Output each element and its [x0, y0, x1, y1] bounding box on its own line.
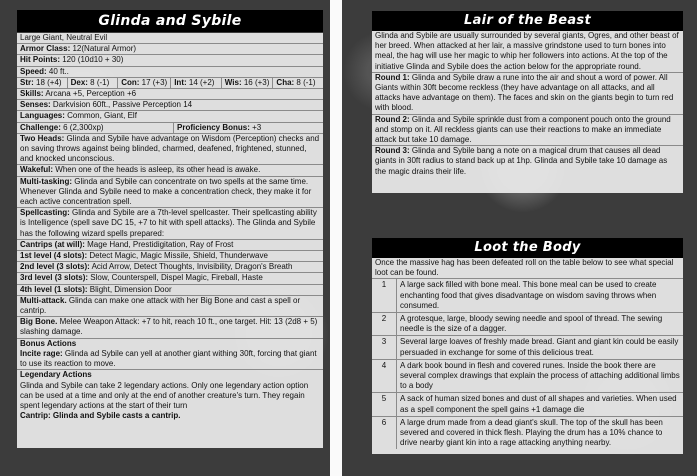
bonus-incite-rage: Incite rage: Glinda ad Sybile can yell at another giant withing 30ft, forcing that giant to use its reaction to move.: [20, 348, 317, 369]
loot-roll: 2: [372, 313, 397, 336]
action-big-bone: Big Bone. Melee Weapon Attack: +7 to hit, reach 10 ft., one target. Hit: 13 (2d8 + 5) slashing damage.: [17, 317, 323, 338]
page-gutter: [330, 0, 342, 476]
loot-roll: 3: [372, 336, 397, 359]
loot-title: Loot the Body: [372, 238, 683, 258]
loot-text: A large sack filled with bone meal. This bone meal can be used to create enchanting food that gives disadvantage on wisdom saving throws when consumed.: [397, 279, 684, 313]
ability-scores: [17, 78, 323, 89]
trait-wakeful: Wakeful: When one of the heads is asleep, its other head is awake.: [17, 165, 323, 176]
loot-row: [372, 313, 683, 336]
spell-4th-level: 4th level (1 slots): Blight, Dimension Door: [17, 285, 323, 296]
loot-row: [372, 279, 683, 313]
ability-wis: Wis: 16 (+3): [222, 78, 274, 88]
ability-dex: Dex: 8 (-1): [68, 78, 119, 88]
spell-3rd-level: 3rd level (3 slots): Slow, Counterspell, Dispel Magic, Fireball, Haste: [17, 273, 323, 284]
type-line: Large Giant, Neutral Evil: [17, 33, 323, 44]
lair-round-1: Round 1: Glinda and Sybile draw a rune into the air and shout a word of power. All Giants within 30ft become reckless (they have advantage on all attacks, and all attacks have advantage on them). The faces and skin on the giants begin to turn red with blood.: [372, 73, 683, 115]
lair-round-3: Round 3: Glinda and Sybile bang a note on a magical drum that causes all dead giants in 30ft radius to stand back up at 1hp. Glinda and Sybile take 10 damage as the magic drains their life.: [375, 146, 668, 176]
stat-block: [17, 33, 323, 448]
trait-two-heads: Two Heads: Glinda and Sybile have advantage on Wisdom (Perception) checks and on saving throws against being blinded, charmed, deafened, frightened, stunned, and knocked unconscious.: [17, 134, 323, 166]
loot-text: A sack of human sized bones and dust of all shapes and varieties. When used as a spell component the spell gains +1 damage die: [397, 393, 684, 416]
loot-block: [372, 258, 683, 454]
lair-intro: Glinda and Sybile are usually surrounded by several giants, Ogres, and other beast of her breed. When attacked at her lair, a massive grindstone used to turn bones into meal, the hag will use her magic to whip her followers into actions. At the top of the initiative Glinda and Sybile does the action below for the appropriate round.: [372, 31, 683, 73]
ability-str: Str: 18 (+4): [17, 78, 68, 88]
ability-con: Con: 17 (+3): [118, 78, 171, 88]
ability-int: Int: 14 (+2): [171, 78, 222, 88]
legendary-actions-section: [17, 370, 323, 421]
trait-spellcasting: Spellcasting: Glinda and Sybile are a 7th-level spellcaster. Their spellcasting ability is Intelligence (spell save DC 15, +7 to hit with spell attacks). The Glinda and Sybile has the following wizard spells prepared:: [17, 208, 323, 240]
left-page: [0, 0, 330, 476]
loot-table: [372, 278, 683, 449]
loot-text: A dark book bound in flesh and covered runes. Inside the book there are several complex drawings that explain the process of attaching additional limbs to a body: [397, 359, 684, 393]
loot-row: [372, 416, 683, 449]
loot-row: [372, 336, 683, 359]
loot-roll: 5: [372, 393, 397, 416]
loot-text: Several large loaves of freshly made bread. Giant and giant kin could be easily persuaded in exchange for some of this delicious treat.: [397, 336, 684, 359]
proficiency-bonus: Proficiency Bonus: +3: [177, 122, 262, 132]
right-page: [342, 0, 697, 476]
spell-2nd-level: 2nd level (3 slots): Acid Arrow, Detect Thoughts, Invisibility, Dragon's Breath: [17, 262, 323, 273]
loot-roll: 4: [372, 359, 397, 393]
action-multiattack: Multi-attack. Glinda can make one attack with her Big Bone and cast a spell or cantrip.: [17, 296, 323, 317]
bonus-actions-heading: Bonus Actions: [20, 338, 77, 348]
skills: Skills: Arcana +5, Perception +6: [17, 89, 323, 100]
lair-title: Lair of the Beast: [372, 11, 683, 31]
bonus-actions-section: [17, 339, 323, 371]
challenge: Challenge: 6 (2,300xp): [17, 123, 174, 133]
spell-cantrips: Cantrips (at will): Mage Hand, Prestidigitation, Ray of Frost: [17, 240, 323, 251]
loot-row: [372, 359, 683, 393]
spell-1st-level: 1st level (4 slots): Detect Magic, Magic Missile, Shield, Thunderwave: [17, 251, 323, 262]
loot-intro: Once the massive hag has been defeated roll on the table below to see what special loot can be found.: [375, 258, 674, 278]
loot-text: A grotesque, large, bloody sewing needle and spool of thread. The sewing needle is the size of a dagger.: [397, 313, 684, 336]
legendary-cantrip: Cantrip: Glinda and Sybile casts a cantrip.: [20, 411, 181, 421]
hit-points: Hit Points: 120 (10d10 + 30): [17, 55, 323, 66]
speed: Speed: 40 ft..: [17, 67, 323, 78]
ability-cha: Cha: 8 (-1): [276, 77, 316, 87]
loot-text: A large drum made from a dead giant's skull. The top of the skull has been severed and covered in thick flesh. Playing the drum has a 10% chance to drive nearby giant kin into a rage attacking anything nearby.: [397, 416, 684, 449]
lair-block: [372, 31, 683, 193]
loot-roll: 6: [372, 416, 397, 449]
trait-multitasking: Multi-tasking: Glinda and Sybile can concentrate on two spells at the same time. Whenever Glinda and Sybile need to make a concentration check, they make it for each active concentration spell.: [17, 177, 323, 209]
stat-block-title: Glinda and Sybile: [17, 10, 323, 32]
legendary-actions-heading: Legendary Actions: [20, 370, 92, 380]
legendary-actions-text: Glinda and Sybile can take 2 legendary actions. Only one legendary action option can be used at a time and only at the end of another creature's turn. They regain spent legendary actions at the start of their turn: [20, 380, 309, 410]
armor-class: Armor Class: 12(Natural Armor): [17, 44, 323, 55]
challenge-row: [17, 123, 323, 134]
lair-round-2: Round 2: Glinda and Sybile sprinkle dust from a component pouch onto the ground and stomp on it. All reckless giants can use their reactions to make an immediate attack but take 10 damage.: [372, 115, 683, 147]
loot-roll: 1: [372, 279, 397, 313]
languages: Languages: Common, Giant, Elf: [17, 111, 323, 122]
senses: Senses: Darkvision 60ft., Passive Perception 14: [17, 100, 323, 111]
loot-row: [372, 393, 683, 416]
